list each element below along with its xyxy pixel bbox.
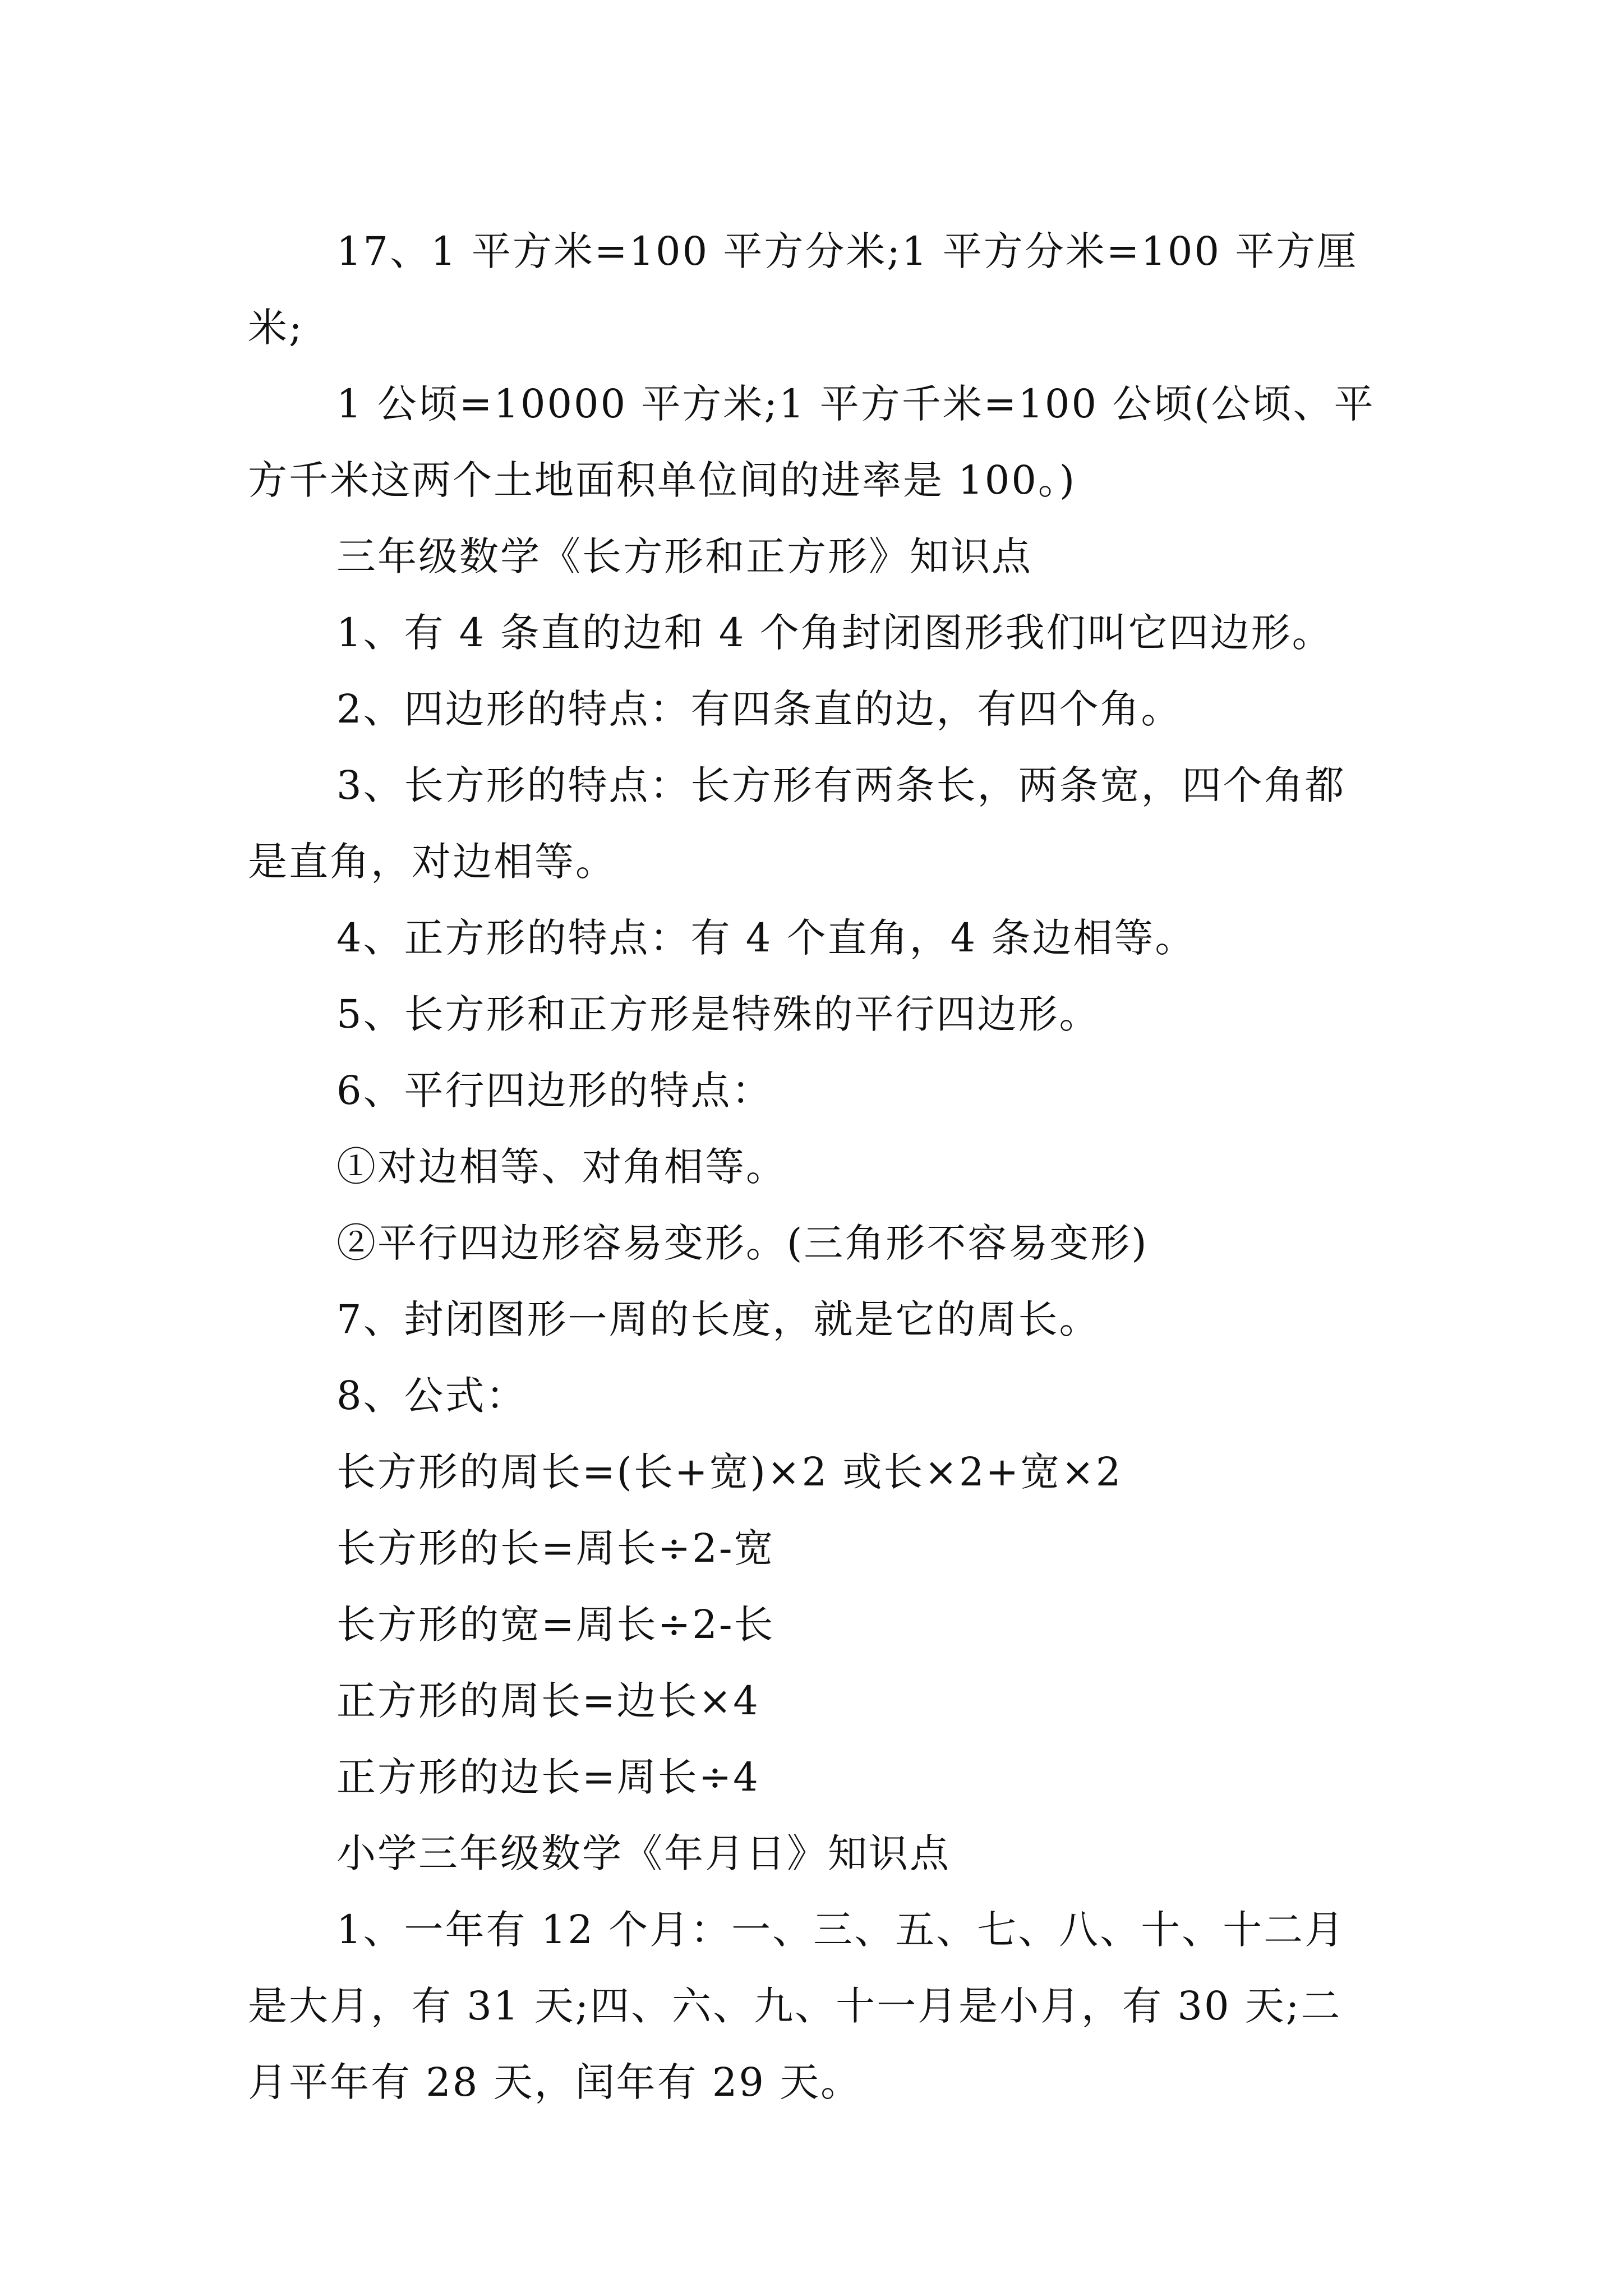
formula-rectangle-perimeter: 长方形的周长=(长+宽)×2 或长×2+宽×2	[336, 1449, 1123, 1495]
paragraph-quadrilateral-features: 2、四边形的特点：有四条直的边，有四个角。	[336, 686, 1182, 732]
paragraph-area-units: 17、1 平方米=100 平方分米;1 平方分米=100 平方厘米;	[248, 228, 1358, 351]
section-heading-year-month-day: 小学三年级数学《年月日》知识点	[336, 1830, 951, 1876]
paragraph-hectare-units: 1 公顷=10000 平方米;1 平方千米=100 公顷(公顷、平方千米这两个土地面积单位间的进率是 100。)	[248, 381, 1375, 503]
paragraph-square-features: 4、正方形的特点：有 4 个直角，4 条边相等。	[336, 915, 1196, 961]
section-heading-rectangle-square: 三年级数学《长方形和正方形》知识点	[336, 533, 1032, 579]
formula-square-perimeter: 正方形的周长=边长×4	[336, 1678, 760, 1724]
paragraph-perimeter-definition: 7、封闭图形一周的长度，就是它的周长。	[336, 1296, 1100, 1342]
paragraph-parallelogram-point-1: ①对边相等、对角相等。	[336, 1144, 787, 1190]
document-body	[248, 213, 1381, 2120]
paragraph-special-parallelogram: 5、长方形和正方形是特殊的平行四边形。	[336, 991, 1100, 1037]
paragraph-formulas-heading: 8、公式：	[336, 1373, 527, 1419]
paragraph-rectangle-features: 3、长方形的特点：长方形有两条长，两条宽，四个角都是直角，对边相等。	[248, 762, 1346, 885]
paragraph-parallelogram-features: 6、平行四边形的特点：	[336, 1068, 773, 1114]
paragraph-parallelogram-point-2: ②平行四边形容易变形。(三角形不容易变形)	[336, 1220, 1149, 1266]
formula-rectangle-length: 长方形的长=周长÷2-宽	[336, 1525, 775, 1571]
paragraph-quadrilateral-definition: 1、有 4 条直的边和 4 个角封闭图形我们叫它四边形。	[336, 610, 1333, 656]
paragraph-months: 1、一年有 12 个月：一、三、五、七、八、十、十二月是大月，有 31 天;四、六、九、十一月是小月，有 30 天;二月平年有 28 天，闰年有 29 天。	[248, 1907, 1346, 2105]
formula-rectangle-width: 长方形的宽=周长÷2-长	[336, 1602, 775, 1648]
formula-square-side: 正方形的边长=周长÷4	[336, 1754, 760, 1800]
